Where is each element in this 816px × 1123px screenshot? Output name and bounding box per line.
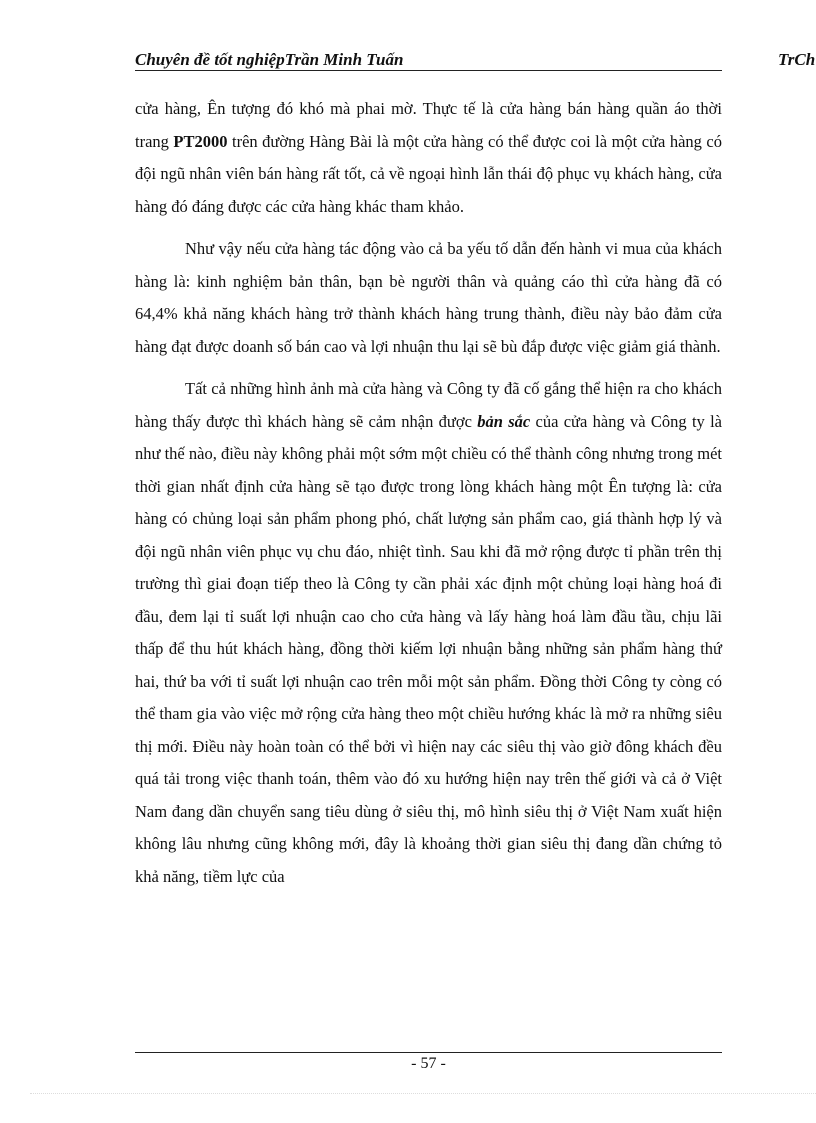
header-title: Chuyên đề tốt nghiệpTrần Minh Tuấn <box>135 50 404 69</box>
paragraph-3-text-b: của cửa hàng và Công ty là như thế nào, điều này không phải một sớm một chiều có thể thành công nhưng trong mét thời gian nhất định cửa hàng sẽ tạo được trong lòng khách hàng một Ên tượng là: cửa hàng có chủng loại sản phẩm phong phó, chất lượng sản phẩm cao, giá thành hợp lý và đội ngũ nhân viên phục vụ chu đáo, nhiệt tình. Sau khi đã mở rộng được tỉ phần trên thị trường thì giai đoạn tiếp theo là Công ty cần phải xác định một chủng loại hàng hoá đi đầu, đem lại tỉ suất lợi nhuận cao cho cửa hàng và lấy hàng hoá làm đầu tầu, chịu lãi thấp để thu hút khách hàng, đồng thời kiếm lợi nhuận bằng những sản phẩm hàng thứ hai, thứ ba với tỉ suất lợi nhuận cao trên mỗi một sản phẩm. Đồng thời Công ty còng có thể tham gia vào việc mở rộng cửa hàng theo một chiều hướng khác là mở ra những siêu thị mới. Điều này hoàn toàn có thể bởi vì hiện nay các siêu thị vào giờ đông khách đều quá tải trong việc thanh toán, thêm vào đó xu hướng hiện nay trên thế giới và cả ở Việt Nam đang dần chuyển sang tiêu dùng ở siêu thị, mô hình siêu thị ở Việt Nam xuất hiện không lâu nhưng cũng không mới, đây là khoảng thời gian siêu thị đang dần chứng tỏ khả năng, tiềm lực của <box>135 411 723 886</box>
header-right-text: TrCh <box>778 50 816 69</box>
page-number: - 57 - <box>411 1055 446 1072</box>
brand-name: PT2000 <box>173 131 228 151</box>
emphasis-term: bản sắc <box>477 411 531 431</box>
paragraph-1 <box>135 93 722 223</box>
header-divider <box>135 70 722 71</box>
paragraph-1-text-b: trên đường Hàng Bài là một cửa hàng có thể được coi là một cửa hàng có đội ngũ nhân viên bán hàng rất tốt, cả về ngoại hình lẫn thái độ phục vụ khách hàng, cửa hàng đó đáng được các cửa hàng khác tham khảo. <box>135 131 723 216</box>
footer-divider <box>135 1052 722 1053</box>
paragraph-3-text-a: Tất cả những hình ảnh mà cửa hàng và Công ty đã cố gắng thể hiện ra cho khách hàng thấy được thì khách hàng sẽ cảm nhận được <box>135 379 722 431</box>
paragraph-3 <box>135 373 722 893</box>
paragraph-1-text-a: cửa hàng, Ên tượng đó khó mà phai mờ. Thực tế là cửa hàng bán hàng quần áo thời trang <box>135 99 722 151</box>
page-bottom-border <box>30 1093 816 1094</box>
document-body <box>135 93 722 893</box>
paragraph-2: Như vậy nếu cửa hàng tác động vào cả ba yếu tố dẫn đến hành vi mua của khách hàng là: kinh nghiệm bản thân, bạn bè người thân và quảng cáo thì cửa hàng đã có 64,4% khả năng khách hàng trở thành khách hàng trung thành, điều này bảo đảm cửa hàng đạt được doanh số bán cao và lợi nhuận thu lại sẽ bù đắp được việc giảm giá thành. <box>135 239 722 356</box>
